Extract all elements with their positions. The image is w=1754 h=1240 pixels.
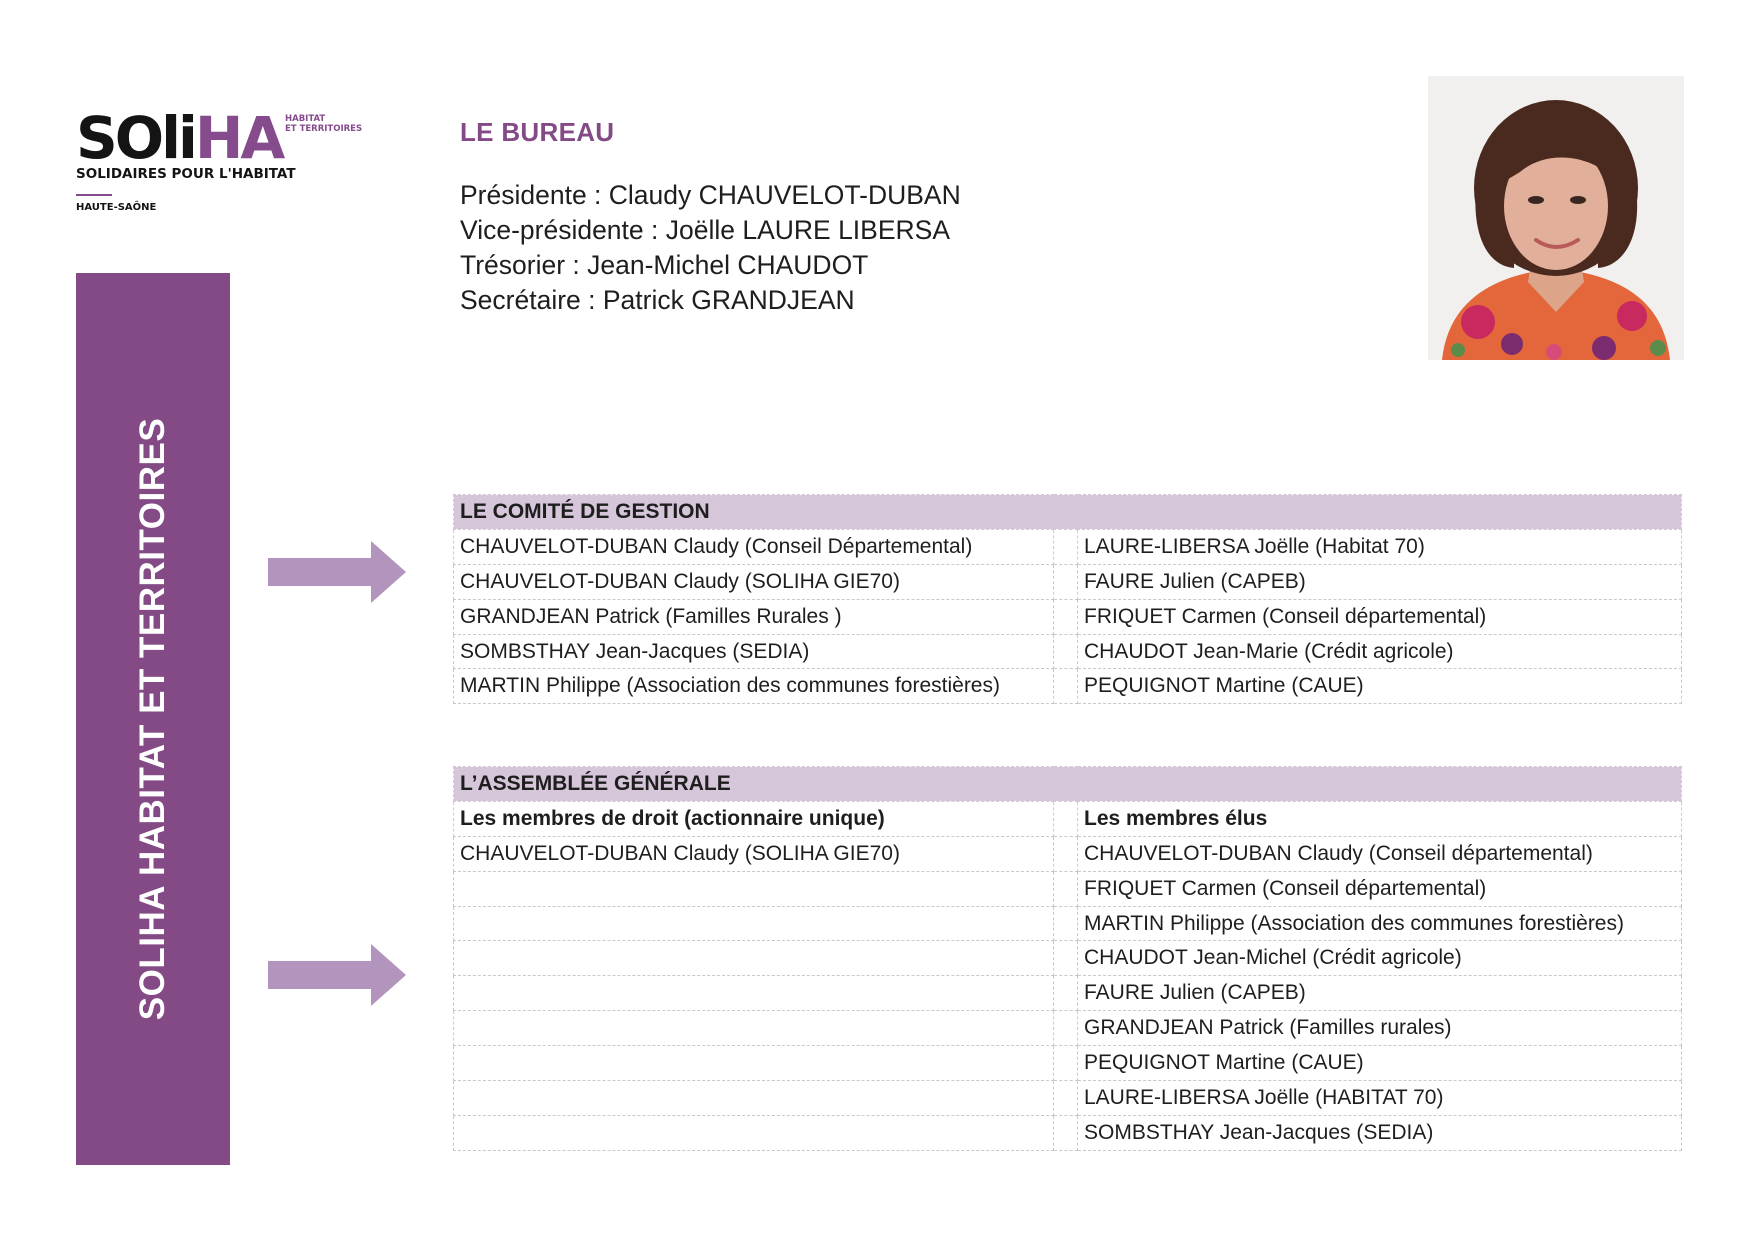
- bureau-member: Présidente : Claudy CHAUVELOT-DUBAN: [460, 180, 961, 210]
- bureau-member: Secrétaire : Patrick GRANDJEAN: [460, 285, 855, 315]
- logo-tagline: HABITAT ET TERRITOIRES: [285, 114, 363, 134]
- table-spacer: [1054, 1046, 1078, 1081]
- table-spacer: [1054, 564, 1078, 599]
- table-cell: PEQUIGNOT Martine (CAUE): [1078, 669, 1682, 704]
- logo-wordmark-purple: HA: [194, 104, 283, 172]
- table-spacer: [1054, 634, 1078, 669]
- table-row: [454, 941, 1682, 976]
- table-row: [454, 1046, 1682, 1081]
- table-cell: SOMBSTHAY Jean-Jacques (SEDIA): [1078, 1115, 1682, 1150]
- table-row: [454, 836, 1682, 871]
- table-cell: [454, 1081, 1054, 1116]
- table-spacer: [1054, 669, 1078, 704]
- sidebar-title: SOLIHA HABITAT ET TERRITOIRES: [133, 417, 172, 1021]
- table-cell: LAURE-LIBERSA Joëlle (Habitat 70): [1078, 529, 1682, 564]
- table-cell: [454, 941, 1054, 976]
- table-cell: [454, 871, 1054, 906]
- table-row: [454, 1081, 1682, 1116]
- table-spacer: [1054, 906, 1078, 941]
- table-spacer: [1054, 836, 1078, 871]
- table-cell: GRANDJEAN Patrick (Familles Rurales ): [454, 599, 1054, 634]
- table-cell: SOMBSTHAY Jean-Jacques (SEDIA): [454, 634, 1054, 669]
- table-row: [454, 599, 1682, 634]
- table-cell: [454, 1011, 1054, 1046]
- comite-table: [453, 494, 1682, 704]
- table-cell: CHAUVELOT-DUBAN Claudy (Conseil Départemental): [454, 529, 1054, 564]
- table-cell: CHAUVELOT-DUBAN Claudy (SOLIHA GIE70): [454, 564, 1054, 599]
- table-cell: [454, 906, 1054, 941]
- table-cell: CHAUDOT Jean-Michel (Crédit agricole): [1078, 941, 1682, 976]
- table-cell: CHAUVELOT-DUBAN Claudy (SOLIHA GIE70): [454, 836, 1054, 871]
- table-row: [454, 976, 1682, 1011]
- soliha-logo: [76, 104, 376, 220]
- table-row: [454, 634, 1682, 669]
- table-cell: [454, 1115, 1054, 1150]
- table-spacer: [1054, 529, 1078, 564]
- table-cell: CHAUVELOT-DUBAN Claudy (Conseil départemental): [1078, 836, 1682, 871]
- president-photo: [1428, 76, 1684, 360]
- table-spacer: [1054, 1081, 1078, 1116]
- table-spacer: [1054, 599, 1078, 634]
- table-cell: PEQUIGNOT Martine (CAUE): [1078, 1046, 1682, 1081]
- table-spacer: [1054, 976, 1078, 1011]
- table-spacer: [1054, 1011, 1078, 1046]
- table-header-row: [454, 767, 1682, 802]
- table-row: [454, 906, 1682, 941]
- sidebar-band: [76, 273, 230, 1165]
- table-row: [454, 1115, 1682, 1150]
- table-cell: [454, 976, 1054, 1011]
- table-spacer: [1054, 801, 1078, 836]
- table-cell: [454, 1046, 1054, 1081]
- bureau-list: [460, 178, 961, 318]
- table-cell: FAURE Julien (CAPEB): [1078, 564, 1682, 599]
- table-cell: FAURE Julien (CAPEB): [1078, 976, 1682, 1011]
- table-cell: MARTIN Philippe (Association des communes forestières): [1078, 906, 1682, 941]
- bureau-member: Trésorier : Jean-Michel CHAUDOT: [460, 250, 869, 280]
- table-header-row: [454, 495, 1682, 530]
- logo-region: HAUTE-SAÔNE: [76, 202, 157, 213]
- logo-subtitle: SOLIDAIRES POUR L'HABITAT: [76, 166, 296, 182]
- table-cell: CHAUDOT Jean-Marie (Crédit agricole): [1078, 634, 1682, 669]
- comite-title: LE COMITÉ DE GESTION: [454, 495, 1682, 530]
- table-row: [454, 1011, 1682, 1046]
- table-cell: FRIQUET Carmen (Conseil départemental): [1078, 871, 1682, 906]
- table-cell: FRIQUET Carmen (Conseil départemental): [1078, 599, 1682, 634]
- arrow-right-icon: [268, 944, 406, 1006]
- assemblee-title: L’ASSEMBLÉE GÉNÉRALE: [454, 767, 1682, 802]
- column-header-left: Les membres de droit (actionnaire unique): [454, 801, 1054, 836]
- table-row: [454, 529, 1682, 564]
- table-spacer: [1054, 1115, 1078, 1150]
- bureau-title: LE BUREAU: [460, 117, 615, 147]
- assemblee-table: [453, 766, 1682, 1151]
- table-spacer: [1054, 871, 1078, 906]
- column-header-right: Les membres élus: [1078, 801, 1682, 836]
- logo-divider: [76, 194, 112, 196]
- table-spacer: [1054, 941, 1078, 976]
- table-cell: LAURE-LIBERSA Joëlle (HABITAT 70): [1078, 1081, 1682, 1116]
- table-cell: GRANDJEAN Patrick (Familles rurales): [1078, 1011, 1682, 1046]
- table-subheader-row: [454, 801, 1682, 836]
- portrait-illustration: [1428, 76, 1684, 360]
- logo-wordmark: [76, 104, 283, 172]
- table-cell: MARTIN Philippe (Association des communes forestières): [454, 669, 1054, 704]
- bureau-member: Vice-présidente : Joëlle LAURE LIBERSA: [460, 215, 951, 245]
- table-row: [454, 871, 1682, 906]
- table-row: [454, 669, 1682, 704]
- table-row: [454, 564, 1682, 599]
- logo-wordmark-black: SOli: [76, 104, 195, 172]
- arrow-right-icon: [268, 541, 406, 603]
